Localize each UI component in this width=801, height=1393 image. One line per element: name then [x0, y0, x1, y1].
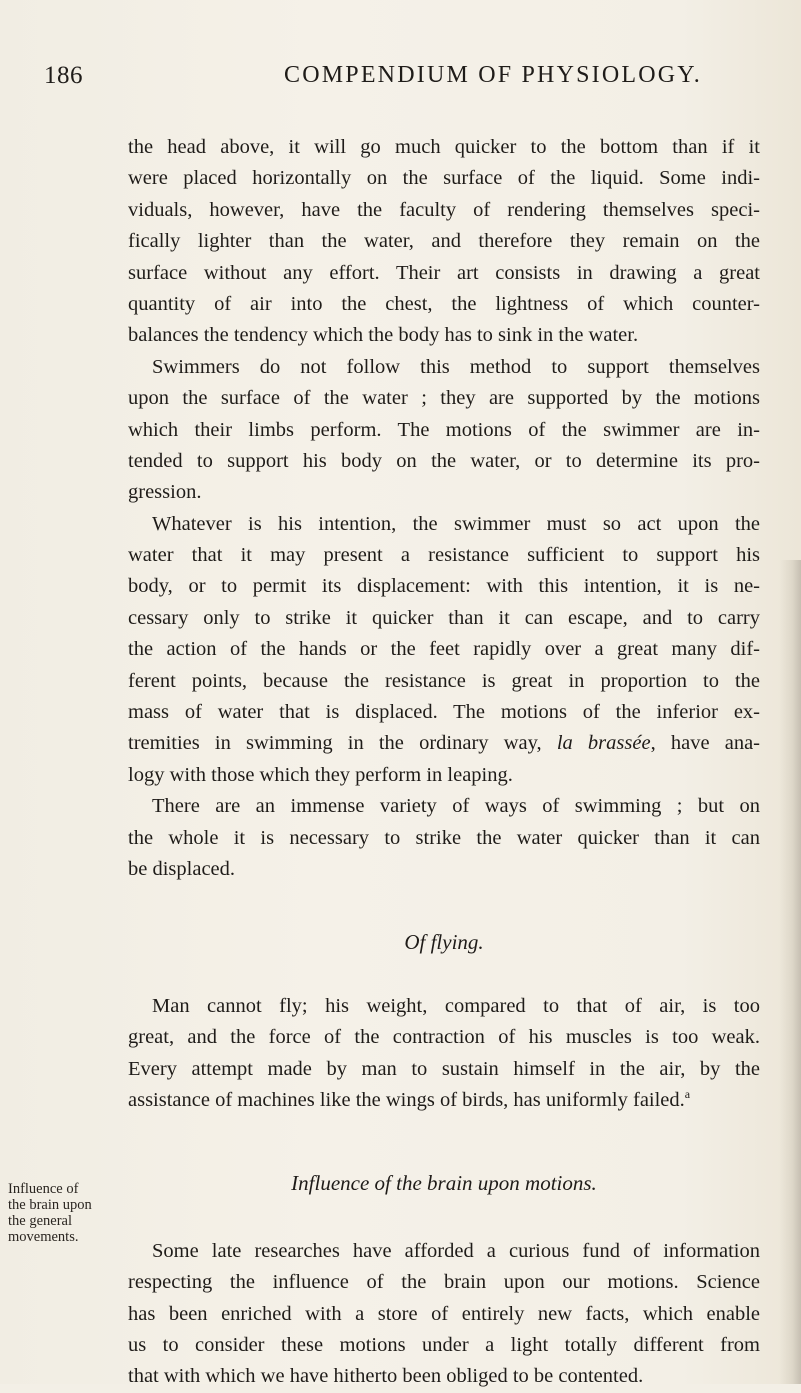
- section-heading-flying: Of flying.: [404, 930, 484, 955]
- text-line: Some late researches have afforded a curious fund of information: [152, 1239, 760, 1262]
- text-line: great, and the force of the contraction of his muscles is too weak.: [128, 1026, 760, 1049]
- page-edge-shadow: [779, 560, 801, 1384]
- text-line: cessary only to strike it quicker than it can escape, and to carry: [128, 606, 760, 629]
- text-line: upon the surface of the water ; they are supported by the motions: [128, 387, 760, 410]
- text-line: fically lighter than the water, and therefore they remain on the: [128, 230, 760, 253]
- text-line: has been enriched with a store of entirely new facts, which enable: [128, 1302, 760, 1325]
- text-line: tended to support his body on the water, or to determine its pro-: [128, 449, 760, 472]
- text-line: water that it may present a resistance sufficient to support his: [128, 544, 760, 567]
- text-line: ferent points, because the resistance is great in proportion to the: [128, 669, 760, 692]
- text-line: There are an immense variety of ways of swimming ; but on: [152, 795, 760, 818]
- text-line: gression.: [128, 481, 202, 504]
- text-line: were placed horizontally on the surface of the liquid. Some indi-: [128, 167, 760, 190]
- text-line: surface without any effort. Their art consists in drawing a great: [128, 261, 760, 284]
- italic-term: la brassée: [556, 732, 651, 755]
- section-heading-brain: Influence of the brain upon motions.: [291, 1171, 597, 1196]
- text-line: [128, 728, 760, 759]
- page-number: 186: [44, 62, 83, 89]
- text-span: tremities in swimming in the ordinary way,: [128, 732, 542, 755]
- margin-note: [8, 1181, 128, 1245]
- footnote-marker: a: [684, 1087, 691, 1102]
- text-line: which their limbs perform. The motions of the swimmer are in-: [128, 418, 760, 441]
- text-line: us to consider these motions under a light totally different from: [128, 1333, 760, 1356]
- text-line: the action of the hands or the feet rapidly over a great many dif-: [128, 638, 760, 661]
- text-line: body, or to permit its displacement: with this intention, it is ne-: [128, 575, 760, 598]
- text-line: Whatever is his intention, the swimmer must so act upon the: [152, 512, 760, 535]
- text-line: viduals, however, have the faculty of rendering themselves speci-: [128, 198, 760, 221]
- margin-note-line: movements.: [8, 1229, 79, 1245]
- text-line: the head above, it will go much quicker to the bottom than if it: [128, 136, 760, 158]
- margin-note-line: the general: [8, 1213, 73, 1229]
- running-title: COMPENDIUM OF PHYSIOLOGY.: [284, 62, 702, 88]
- body-text: [128, 132, 760, 1393]
- text-line: balances the tendency which the body has to sink in the water.: [128, 324, 639, 347]
- text-span: assistance of machines like the wings of birds, has uniformly failed.: [128, 1088, 685, 1111]
- text-line: Swimmers do not follow this method to support themselves: [152, 355, 760, 378]
- text-line: be displaced.: [128, 857, 236, 880]
- text-span: , have ana-: [650, 732, 760, 755]
- margin-note-line: Influence of: [8, 1181, 79, 1197]
- text-line: quantity of air into the chest, the lightness of which counter-: [128, 292, 760, 315]
- text-line: the whole it is necessary to strike the water quicker than it can: [128, 826, 760, 849]
- text-line: mass of water that is displaced. The motions of the inferior ex-: [128, 701, 760, 724]
- text-line: Every attempt made by man to sustain himself in the air, by the: [128, 1057, 760, 1080]
- margin-note-line: the brain upon: [8, 1197, 92, 1213]
- text-line: respecting the influence of the brain upon our motions. Science: [128, 1271, 760, 1294]
- text-line: logy with those which they perform in leaping.: [128, 763, 513, 786]
- text-line: that with which we have hitherto been obliged to be contented.: [128, 1365, 644, 1388]
- page-header: [44, 62, 756, 92]
- text-line: Man cannot fly; his weight, compared to that of air, is too: [152, 994, 760, 1017]
- text-line: [128, 1085, 760, 1116]
